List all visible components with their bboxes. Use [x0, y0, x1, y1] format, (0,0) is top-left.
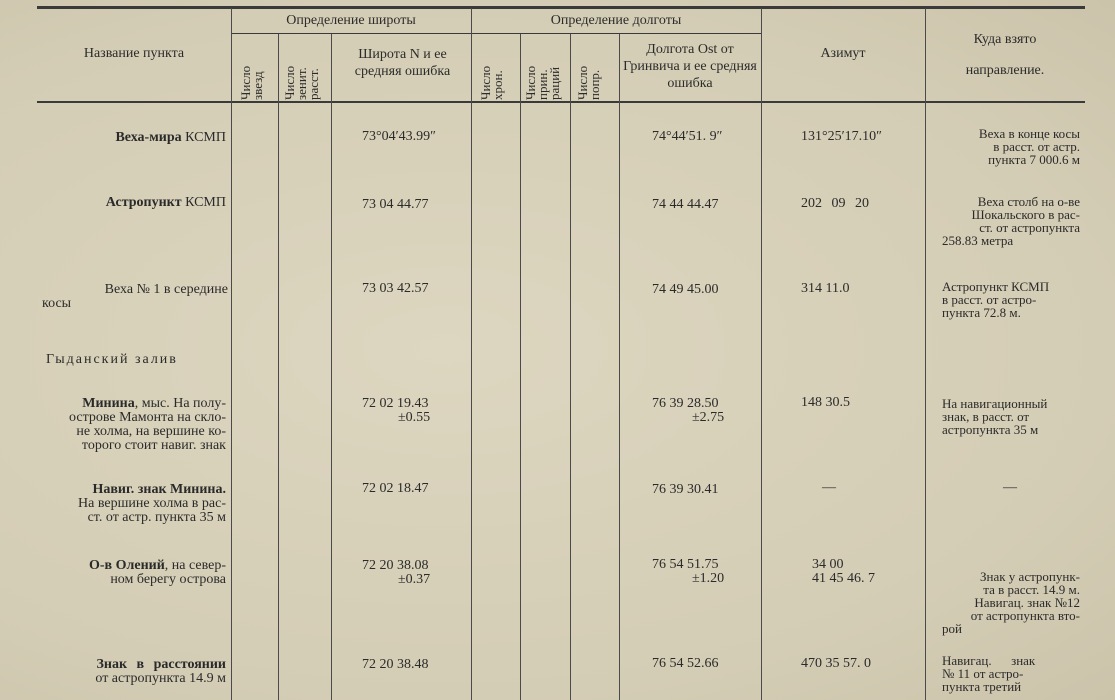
header-lon-group: Определение долготы: [550, 13, 682, 28]
group-rule: [231, 33, 761, 34]
row-name: Навиг. знак Минина. На вершине холма в рас- ст. от астр. пункта 35 м: [78, 482, 226, 525]
row-longitude: 76 39 28.50: [652, 396, 719, 411]
col-rule: [331, 34, 332, 700]
row-azimuth: 202 09 20: [801, 196, 869, 211]
col-rule: [570, 34, 571, 700]
col-rule: [471, 8, 472, 700]
header-direction-l1: Куда взято: [973, 32, 1037, 47]
header-lon-value: Долгота Ost от Гринвича и ее средняя ошибка: [623, 42, 757, 91]
row-longitude: 74 49 45.00: [652, 282, 719, 297]
header-lon-chron: Число хрон.: [478, 65, 505, 100]
row-azimuth: 470 35 57. 0: [801, 656, 871, 671]
col-rule: [520, 34, 521, 700]
col-rule: [231, 8, 232, 700]
row-longitude: 74°44′51. 9″: [652, 129, 723, 144]
header-lat-value: Широта N и ее средняя ошибка: [354, 47, 451, 79]
row-azimuth: —: [822, 480, 836, 495]
row-longitude-error: ±1.20: [692, 571, 725, 586]
row-latitude-error: ±0.37: [398, 572, 431, 587]
row-latitude: 72 20 38.48: [362, 657, 429, 672]
header-lon-corr: Число попр.: [575, 65, 602, 100]
col-rule: [278, 34, 279, 700]
row-direction: —: [1003, 480, 1017, 495]
header-lat-group: Определение широты: [286, 13, 416, 28]
header-bottom-rule: [37, 101, 1085, 103]
row-azimuth: 131°25′17.10″: [801, 129, 882, 144]
section-title: Гыданский залив: [46, 352, 178, 367]
row-direction: Знак у астропунк- та в расст. 14.9 м. Навигац. знак №12 от астропункта вто- рой: [942, 569, 1080, 636]
col-rule: [761, 8, 762, 700]
row-latitude: 73 03 42.57: [362, 281, 429, 296]
row-latitude: 72 02 19.43: [362, 396, 429, 411]
header-direction-l2: направление.: [965, 63, 1045, 78]
row-direction: На навигационный знак, в расст. от астропункта 35 м: [942, 396, 1048, 437]
header-azimuth: Азимут: [820, 46, 866, 61]
row-azimuth: 148 30.5: [801, 395, 850, 410]
row-direction: Навигац. знак № 11 от астро- пункта третий: [942, 653, 1036, 694]
row-latitude: 72 20 38.08: [362, 558, 429, 573]
row-direction: Веха в конце косы в расст. от астр. пункта 7 000.6 м: [978, 126, 1080, 167]
col-rule: [619, 34, 620, 700]
row-name: Знак в расстоянии от астропункта 14.9 м: [95, 657, 226, 686]
row-longitude-error: ±2.75: [692, 410, 725, 425]
row-longitude: 76 54 52.66: [652, 656, 719, 671]
row-longitude: 74 44 44.47: [652, 197, 719, 212]
row-latitude: 73 04 44.77: [362, 197, 429, 212]
header-lat-stars: Число звезд: [238, 65, 265, 100]
row-name: О-в Олений, на север- ном берегу острова: [89, 558, 226, 587]
row-latitude-error: ±0.55: [398, 410, 431, 425]
row-longitude: 76 54 51.75: [652, 557, 719, 572]
row-azimuth-2: 41 45 46. 7: [812, 571, 875, 586]
row-direction: Веха столб на о-ве Шокальского в рас- ст. от астропункта 258.83 метра: [942, 194, 1080, 248]
row-name: Веха-мира КСМП: [115, 130, 226, 145]
row-name: Веха № 1 в середине косы: [42, 282, 228, 311]
row-name: Минина, мыс. На полу- острове Мамонта на скло- не холма, на вершине ко- торого стоит навиг. знак: [69, 396, 226, 453]
row-azimuth: 314 11.0: [801, 281, 850, 296]
row-latitude: 72 02 18.47: [362, 481, 429, 496]
header-name-col: Название пункта: [83, 46, 185, 61]
col-rule: [925, 8, 926, 700]
top-rule: [37, 6, 1085, 9]
row-direction: Астропункт КСМП в расст. от астро- пункта 72.8 м.: [942, 279, 1050, 320]
row-longitude: 76 39 30.41: [652, 482, 719, 497]
header-lon-signals: Число прин. раций: [523, 65, 562, 100]
row-azimuth: 34 00: [812, 557, 844, 572]
row-name: Астропункт КСМП: [105, 195, 226, 210]
header-lat-zenith: Число зенит. расст.: [282, 65, 321, 100]
row-latitude: 73°04′43.99″: [362, 129, 436, 144]
